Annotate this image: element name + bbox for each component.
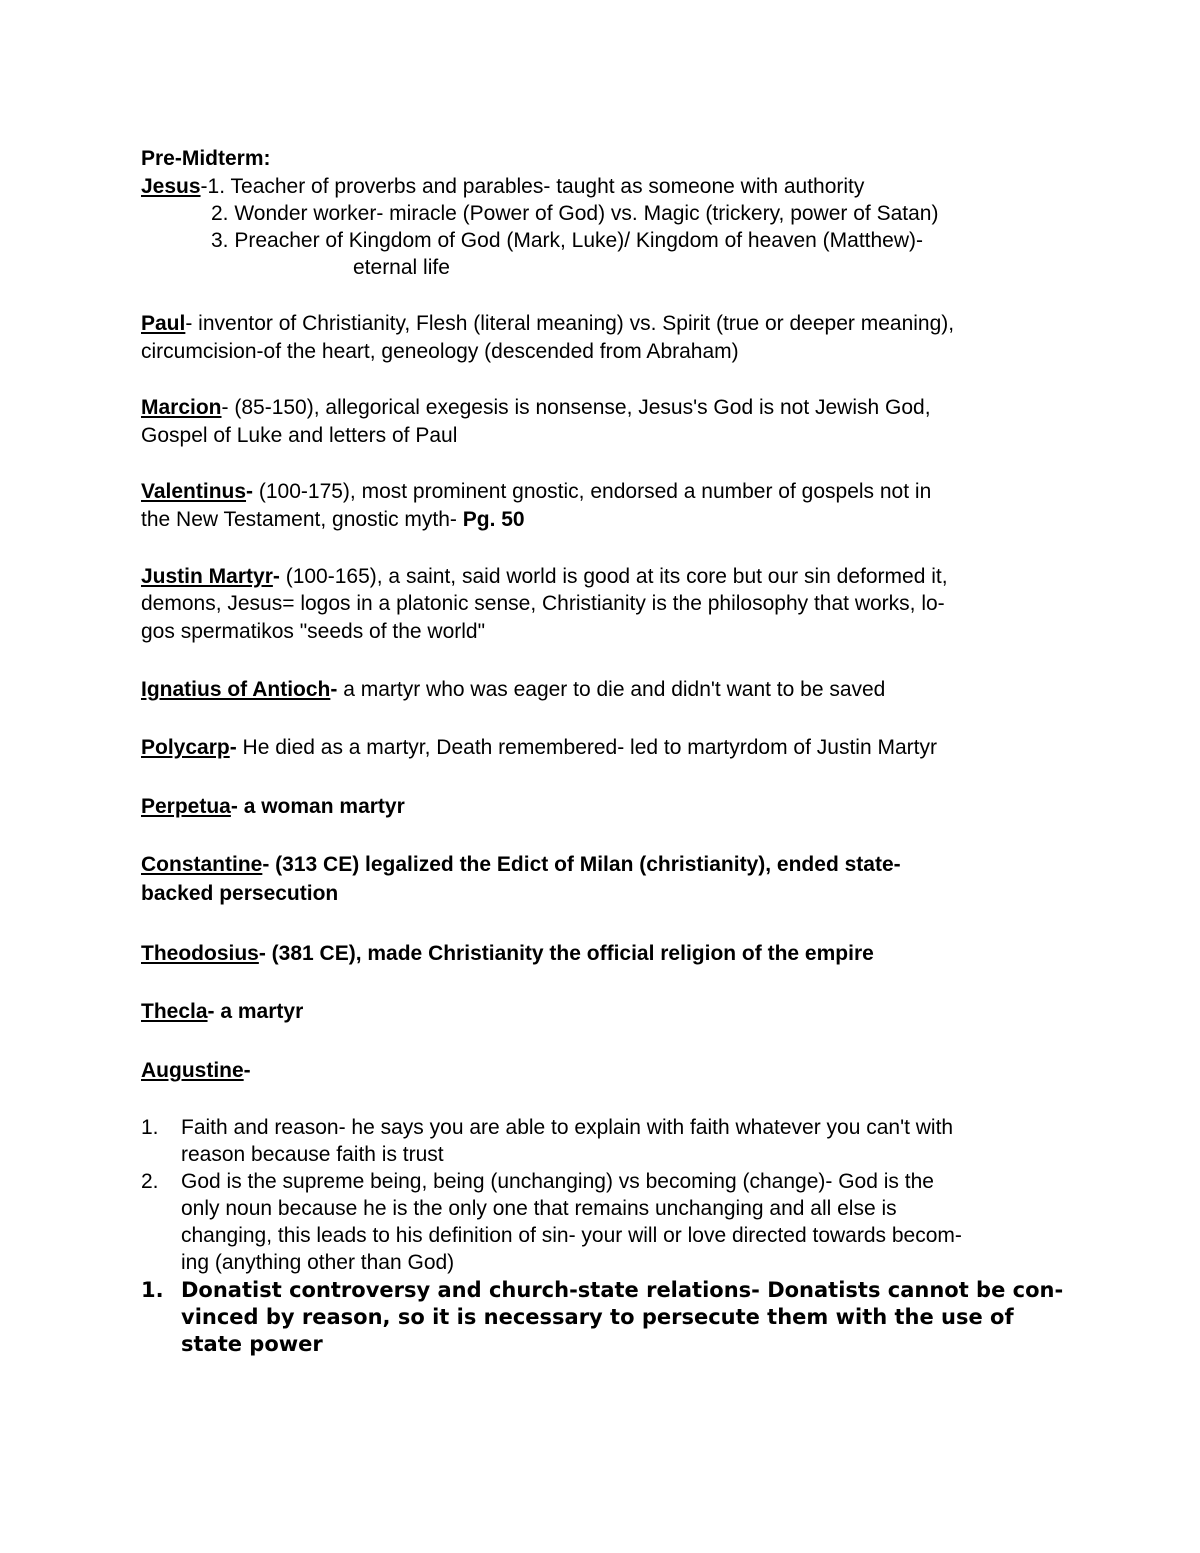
- theodosius-entry: [141, 940, 874, 967]
- polycarp-line-1: He died as a martyr, Death remembered- led to martyrdom of Justin Martyr: [236, 736, 937, 759]
- valentinus-line-2: the New Testament, gnostic myth-: [141, 508, 463, 531]
- page-heading: Pre-Midterm:: [141, 147, 271, 170]
- justin-line-2: demons, Jesus= logos in a platonic sense, Christianity is the philosophy that works, lo-: [141, 592, 945, 615]
- constantine-line-2: backed persecution: [141, 882, 339, 905]
- jesus-name: Jesus: [141, 175, 201, 198]
- jesus-line-4: eternal life: [353, 256, 450, 279]
- augustine-item-3-line-1: Donatist controversy and church-state relations- Donatists cannot be con-: [181, 1278, 1064, 1302]
- valentinus-name: Valentinus: [141, 480, 247, 503]
- justin-line-3: gos spermatikos "seeds of the world": [141, 620, 486, 643]
- marcion-name: Marcion: [141, 396, 222, 419]
- valentinus-line-1: (100-175), most prominent gnostic, endorsed a number of gospels not in: [253, 480, 932, 503]
- thecla-name: Thecla: [141, 1000, 208, 1023]
- thecla-line-1: - a martyr: [207, 1000, 304, 1023]
- valentinus-line-2-row: [141, 506, 525, 533]
- constantine-name: Constantine: [141, 853, 263, 876]
- augustine-item-2-line-4: ing (anything other than God): [181, 1251, 455, 1274]
- marcion-line-2: Gospel of Luke and letters of Paul: [141, 424, 458, 447]
- justin-line-1: (100-165), a saint, said world is good at its core but our sin deformed it,: [279, 565, 948, 588]
- augustine-entry: [141, 1057, 251, 1084]
- valentinus-page-ref: Pg. 50: [462, 508, 525, 531]
- augustine-item-3-line-2: vinced by reason, so it is necessary to persecute them with the use of: [181, 1305, 1014, 1329]
- augustine-item-1-number: 1.: [141, 1116, 159, 1139]
- augustine-item-3-line-3: state power: [181, 1332, 323, 1356]
- augustine-item-1-line-1: Faith and reason- he says you are able to explain with faith whatever you can't with: [181, 1116, 954, 1139]
- theodosius-line-1: - (381 CE), made Christianity the official religion of the empire: [258, 942, 874, 965]
- perpetua-line-1: - a woman martyr: [230, 795, 405, 818]
- augustine-dash: -: [243, 1059, 251, 1082]
- valentinus-dash: -: [246, 480, 254, 503]
- perpetua-entry: [141, 793, 405, 820]
- marcion-entry: [141, 394, 931, 421]
- jesus-line-1: -1. Teacher of proverbs and parables- taught as someone with authority: [200, 175, 865, 198]
- ignatius-name: Ignatius of Antioch: [141, 678, 331, 701]
- polycarp-name: Polycarp: [141, 736, 230, 759]
- polycarp-entry: [141, 734, 937, 761]
- jesus-line-3: 3. Preacher of Kingdom of God (Mark, Luke)/ Kingdom of heaven (Matthew)-: [211, 229, 924, 252]
- thecla-entry: [141, 998, 303, 1025]
- paul-line-2: circumcision-of the heart, geneology (descended from Abraham): [141, 340, 739, 363]
- constantine-line-1: - (313 CE) legalized the Edict of Milan (christianity), ended state-: [262, 853, 901, 876]
- constantine-entry: [141, 851, 901, 878]
- justin-name: Justin Martyr: [141, 565, 273, 588]
- marcion-line-1: - (85-150), allegorical exegesis is nonsense, Jesus's God is not Jewish God,: [221, 396, 931, 419]
- ignatius-dash: -: [330, 678, 338, 701]
- augustine-item-2-line-1: God is the supreme being, being (unchanging) vs becoming (change)- God is the: [181, 1170, 934, 1193]
- augustine-name: Augustine: [141, 1059, 244, 1082]
- augustine-item-1-line-2: reason because faith is trust: [181, 1143, 444, 1166]
- paul-entry: [141, 310, 954, 337]
- theodosius-name: Theodosius: [141, 942, 259, 965]
- ignatius-line-1: a martyr who was eager to die and didn't want to be saved: [337, 678, 886, 701]
- polycarp-dash: -: [229, 736, 237, 759]
- ignatius-entry: [141, 676, 885, 703]
- augustine-item-3-number: 1.: [141, 1278, 164, 1302]
- paul-name: Paul: [141, 312, 186, 335]
- jesus-entry: [141, 173, 864, 200]
- valentinus-entry: [141, 478, 931, 505]
- augustine-item-2-number: 2.: [141, 1170, 159, 1193]
- augustine-item-2-line-2: only noun because he is the only one that remains unchanging and all else is: [181, 1197, 897, 1220]
- paul-line-1: - inventor of Christianity, Flesh (literal meaning) vs. Spirit (true or deeper meaning),: [185, 312, 955, 335]
- justin-entry: [141, 563, 948, 590]
- perpetua-name: Perpetua: [141, 795, 231, 818]
- justin-dash: -: [272, 565, 280, 588]
- jesus-line-2: 2. Wonder worker- miracle (Power of God) vs. Magic (trickery, power of Satan): [211, 202, 939, 225]
- augustine-item-2-line-3: changing, this leads to his definition of sin- your will or love directed towards becom-: [181, 1224, 962, 1247]
